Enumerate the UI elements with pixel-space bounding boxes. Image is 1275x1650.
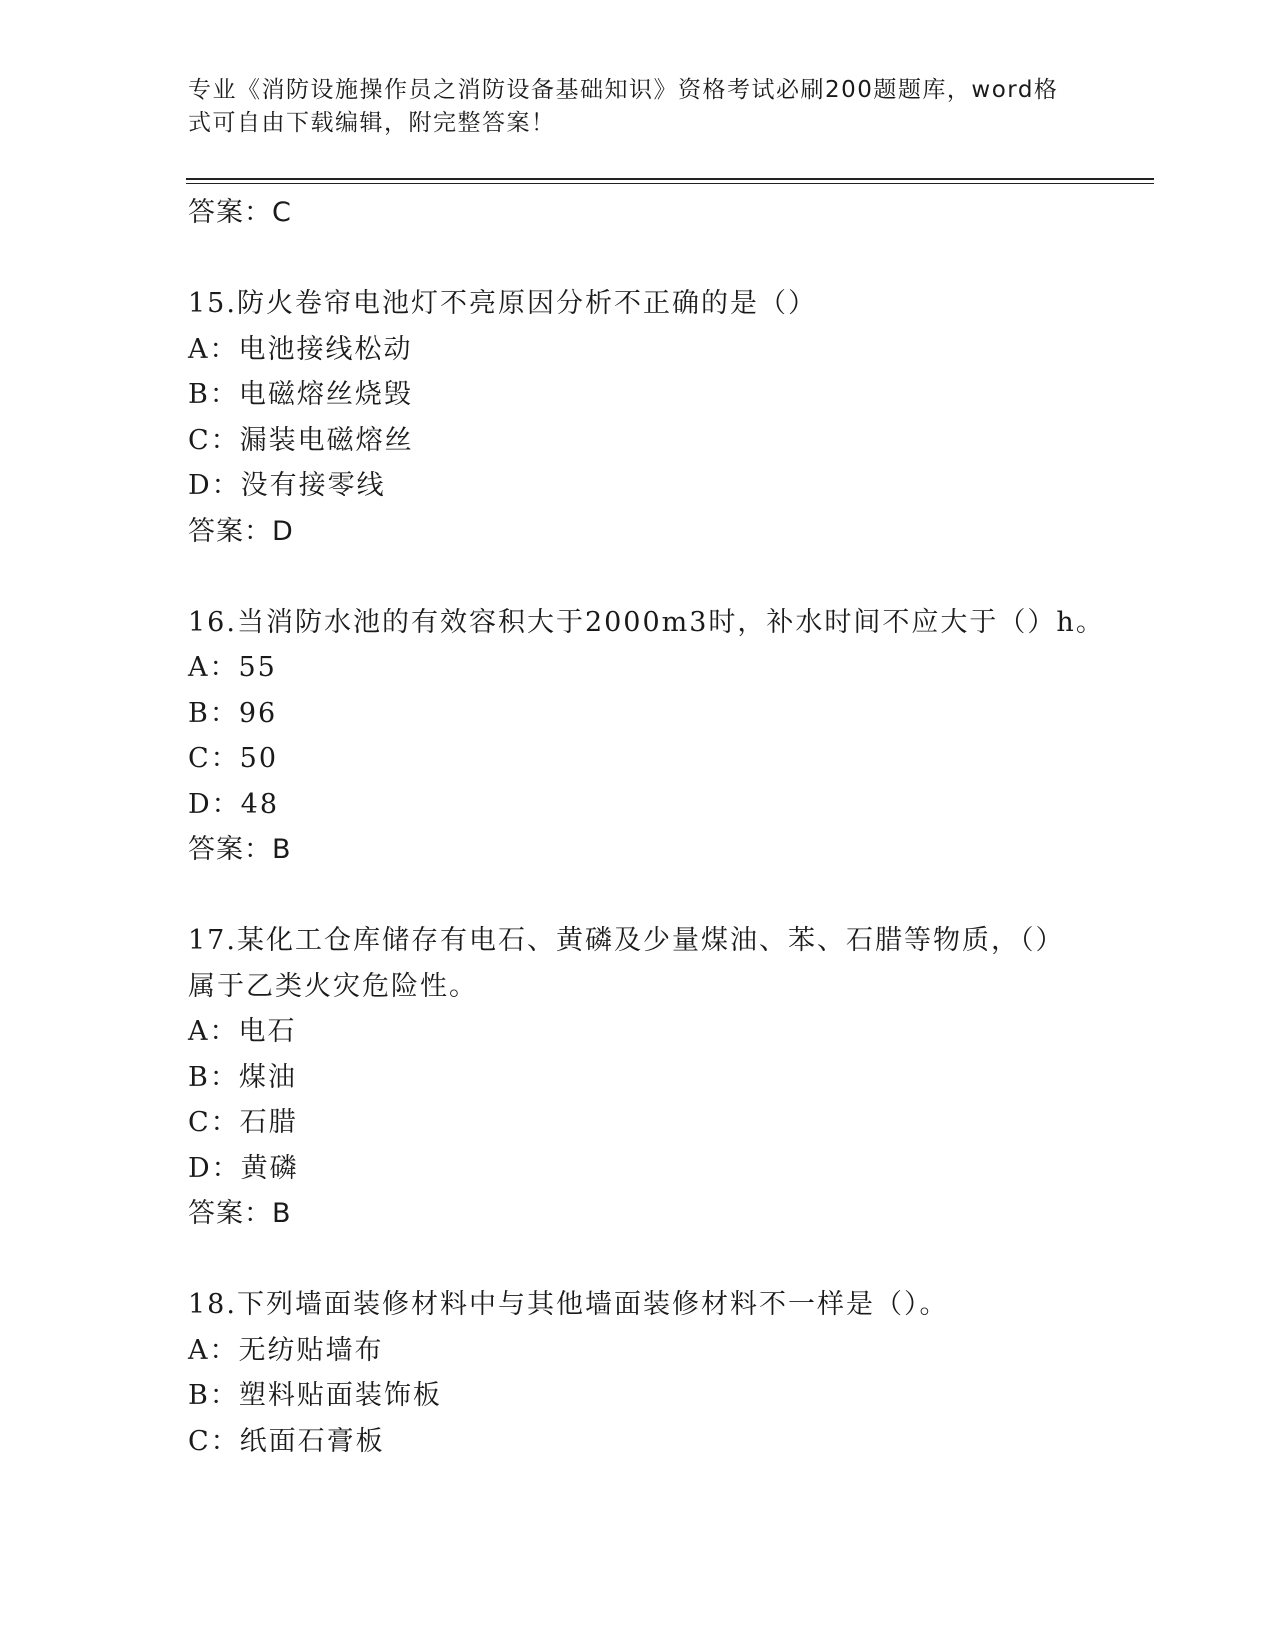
- question-list: [188, 190, 1105, 1464]
- answer-line: 答案：B: [188, 834, 292, 865]
- spacer: [188, 1237, 1088, 1283]
- option-d: D：48: [188, 788, 280, 820]
- option-d: D：没有接零线: [188, 470, 386, 501]
- option-a: A：55: [188, 652, 277, 683]
- option-b: B：96: [188, 697, 278, 729]
- option-c: C：漏装电磁熔丝: [188, 424, 414, 456]
- question-18: [188, 1282, 1088, 1464]
- document-header: [188, 74, 1068, 140]
- question-17: [188, 918, 1088, 1237]
- option-d: D：黄磷: [188, 1152, 299, 1184]
- option-b: B：电磁熔丝烧毁: [188, 379, 413, 410]
- answer-line: 答案：B: [188, 1198, 292, 1229]
- question-stem: 17.某化工仓库储存有电石、黄磷及少量煤油、苯、石腊等物质，（）: [188, 925, 1065, 956]
- question-stem: 18.下列墙面装修材料中与其他墙面装修材料不一样是（）。: [188, 1289, 949, 1320]
- option-c: C：纸面石膏板: [188, 1425, 385, 1457]
- answer-line: 答案：C: [188, 197, 292, 228]
- option-a: A：电石: [188, 1016, 297, 1047]
- answer-line: 答案：D: [188, 515, 294, 547]
- option-a: A：电池接线松动: [188, 333, 413, 365]
- question-stem-continued: 属于乙类火灾危险性。: [188, 970, 478, 1002]
- header-divider-thin: [186, 183, 1154, 184]
- header-divider-thick: [186, 178, 1154, 180]
- spacer: [188, 873, 1088, 919]
- option-b: B：煤油: [188, 1061, 297, 1093]
- question-stem: 16.当消防水池的有效容积大于2000m3时，补水时间不应大于（）h。: [188, 606, 1105, 638]
- question-15: [188, 281, 1088, 554]
- option-c: C：石腊: [188, 1107, 298, 1138]
- option-b: B：塑料贴面装饰板: [188, 1380, 442, 1411]
- option-a: A：无纺贴墙布: [188, 1334, 384, 1366]
- question-16: [188, 600, 1105, 873]
- option-c: C：50: [188, 743, 279, 774]
- header-line-1: 专业《消防设施操作员之消防设备基础知识》资格考试必刷200题题库，word格: [188, 77, 1059, 103]
- question-stem: 15.防火卷帘电池灯不亮原因分析不正确的是（）: [188, 288, 817, 319]
- spacer: [188, 236, 1088, 282]
- spacer: [188, 554, 1088, 600]
- header-line-2: 式可自由下载编辑，附完整答案！: [188, 110, 556, 136]
